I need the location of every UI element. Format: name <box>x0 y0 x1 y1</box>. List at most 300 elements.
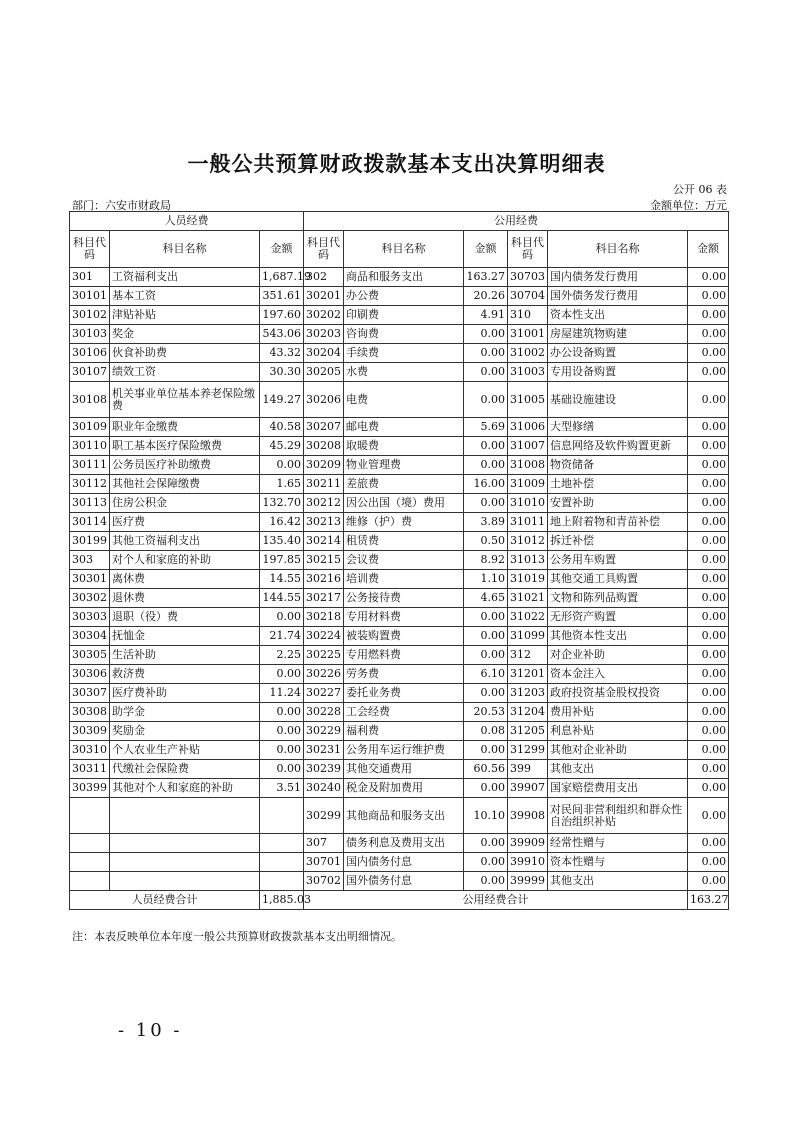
amount: 45.29 <box>260 437 304 456</box>
table-row <box>70 834 729 853</box>
table-row <box>70 437 729 456</box>
amount: 197.60 <box>260 306 304 325</box>
subject-code: 30299 <box>304 798 344 834</box>
table-row <box>70 268 729 287</box>
amount: 144.55 <box>260 589 304 608</box>
subject-name: 安置补助 <box>548 494 688 513</box>
subject-code: 39910 <box>508 853 548 872</box>
subject-code: 39908 <box>508 798 548 834</box>
subject-name <box>110 798 260 834</box>
subject-name: 办公费 <box>344 287 464 306</box>
amount: 0.00 <box>688 570 729 589</box>
amount: 0.00 <box>688 513 729 532</box>
subject-code: 31007 <box>508 437 548 456</box>
amount: 0.00 <box>260 760 304 779</box>
personnel-total-label: 人员经费合计 <box>70 891 260 910</box>
public-total-label: 公用经费合计 <box>304 891 688 910</box>
amount: 0.00 <box>688 853 729 872</box>
subject-name: 手续费 <box>344 344 464 363</box>
name-header: 科目名称 <box>344 231 464 268</box>
subject-code: 30215 <box>304 551 344 570</box>
subject-name: 助学金 <box>110 703 260 722</box>
amount: 0.00 <box>688 703 729 722</box>
amount: 0.00 <box>260 741 304 760</box>
subject-name: 租赁费 <box>344 532 464 551</box>
table-row <box>70 872 729 891</box>
amount: 0.00 <box>464 853 508 872</box>
subject-code: 30206 <box>304 382 344 418</box>
subject-code: 30217 <box>304 589 344 608</box>
table-row <box>70 513 729 532</box>
subject-code: 30101 <box>70 287 110 306</box>
subject-code: 30205 <box>304 363 344 382</box>
subject-name: 经常性赠与 <box>548 834 688 853</box>
subject-name: 专用燃料费 <box>344 646 464 665</box>
subject-name: 地上附着物和青苗补偿 <box>548 513 688 532</box>
amount: 0.00 <box>688 684 729 703</box>
subject-name: 债务利息及费用支出 <box>344 834 464 853</box>
subject-name: 退职（役）费 <box>110 608 260 627</box>
amount: 0.00 <box>464 344 508 363</box>
amount: 0.00 <box>464 456 508 475</box>
footnote: 注：本表反映单位本年度一般公共预算财政拨款基本支出明细情况。 <box>72 930 402 943</box>
subject-name: 生活补助 <box>110 646 260 665</box>
amount: 0.00 <box>260 665 304 684</box>
amount: 0.00 <box>260 456 304 475</box>
amount: 1,687.19 <box>260 268 304 287</box>
table-row <box>70 456 729 475</box>
subject-code: 31099 <box>508 627 548 646</box>
subject-code: 30211 <box>304 475 344 494</box>
amount: 0.00 <box>464 779 508 798</box>
subject-code: 30109 <box>70 418 110 437</box>
amount: 0.00 <box>464 741 508 760</box>
table-row <box>70 306 729 325</box>
subject-code: 30202 <box>304 306 344 325</box>
subject-code <box>70 853 110 872</box>
subject-code: 30309 <box>70 722 110 741</box>
amount: 0.00 <box>464 608 508 627</box>
subject-code: 30231 <box>304 741 344 760</box>
subject-code: 31205 <box>508 722 548 741</box>
amount: 4.91 <box>464 306 508 325</box>
subject-code: 30201 <box>304 287 344 306</box>
group-header-row <box>70 212 729 231</box>
subject-code: 30204 <box>304 344 344 363</box>
subject-code: 30306 <box>70 665 110 684</box>
subject-name: 其他资本性支出 <box>548 627 688 646</box>
personnel-group-header: 人员经费 <box>70 212 304 231</box>
subject-code: 30704 <box>508 287 548 306</box>
subject-name: 物业管理费 <box>344 456 464 475</box>
subject-code: 31013 <box>508 551 548 570</box>
amount: 0.00 <box>464 325 508 344</box>
amount: 20.26 <box>464 287 508 306</box>
subject-name: 个人农业生产补贴 <box>110 741 260 760</box>
subject-code: 31009 <box>508 475 548 494</box>
subject-code: 30304 <box>70 627 110 646</box>
subject-name: 退休费 <box>110 589 260 608</box>
table-row <box>70 627 729 646</box>
amount: 16.00 <box>464 475 508 494</box>
subject-name: 大型修缮 <box>548 418 688 437</box>
name-header: 科目名称 <box>110 231 260 268</box>
amount: 0.00 <box>688 456 729 475</box>
subject-code: 31005 <box>508 382 548 418</box>
subject-name: 救济费 <box>110 665 260 684</box>
subject-name: 办公设备购置 <box>548 344 688 363</box>
subject-name: 其他对个人和家庭的补助 <box>110 779 260 798</box>
subject-code: 30308 <box>70 703 110 722</box>
amount: 20.53 <box>464 703 508 722</box>
amount <box>260 834 304 853</box>
amount <box>260 798 304 834</box>
table-row <box>70 779 729 798</box>
subject-code: 30227 <box>304 684 344 703</box>
amount: 0.00 <box>464 872 508 891</box>
amount-unit-label: 金额单位：万元 <box>650 199 727 212</box>
subject-code <box>70 798 110 834</box>
amount: 21.74 <box>260 627 304 646</box>
subject-code: 30229 <box>304 722 344 741</box>
subject-name: 医疗费 <box>110 513 260 532</box>
subject-code: 31022 <box>508 608 548 627</box>
table-row <box>70 418 729 437</box>
amount: 3.89 <box>464 513 508 532</box>
subject-code: 30311 <box>70 760 110 779</box>
subject-code: 310 <box>508 306 548 325</box>
name-header: 科目名称 <box>548 231 688 268</box>
subject-code: 30216 <box>304 570 344 589</box>
table-row <box>70 344 729 363</box>
amount: 0.00 <box>688 532 729 551</box>
subject-name: 绩效工资 <box>110 363 260 382</box>
subject-code: 30113 <box>70 494 110 513</box>
subject-name: 其他对企业补助 <box>548 741 688 760</box>
subject-code: 31299 <box>508 741 548 760</box>
subject-name: 物资储备 <box>548 456 688 475</box>
amount: 0.00 <box>464 437 508 456</box>
subject-code: 30107 <box>70 363 110 382</box>
subject-code: 30228 <box>304 703 344 722</box>
subject-name: 资本性支出 <box>548 306 688 325</box>
subject-name: 津贴补贴 <box>110 306 260 325</box>
amount: 0.00 <box>464 494 508 513</box>
subject-code: 30203 <box>304 325 344 344</box>
subject-code: 30112 <box>70 475 110 494</box>
subject-name: 其他商品和服务支出 <box>344 798 464 834</box>
amount: 0.00 <box>688 325 729 344</box>
amount: 197.85 <box>260 551 304 570</box>
subject-code: 30208 <box>304 437 344 456</box>
subject-code: 39999 <box>508 872 548 891</box>
table-row <box>70 665 729 684</box>
amount: 0.00 <box>688 872 729 891</box>
subject-name: 税金及附加费用 <box>344 779 464 798</box>
amount: 0.00 <box>464 646 508 665</box>
subject-name: 专用材料费 <box>344 608 464 627</box>
subject-name: 国外债务付息 <box>344 872 464 891</box>
amount: 0.00 <box>464 363 508 382</box>
subject-code: 31204 <box>508 703 548 722</box>
amount: 43.32 <box>260 344 304 363</box>
subject-name: 专用设备购置 <box>548 363 688 382</box>
subject-code: 31203 <box>508 684 548 703</box>
table-row <box>70 646 729 665</box>
subject-name: 土地补偿 <box>548 475 688 494</box>
subject-code: 30399 <box>70 779 110 798</box>
subject-name: 国外债务发行费用 <box>548 287 688 306</box>
subject-name: 电费 <box>344 382 464 418</box>
amount: 149.27 <box>260 382 304 418</box>
amount: 10.10 <box>464 798 508 834</box>
subject-name: 咨询费 <box>344 325 464 344</box>
amount: 0.08 <box>464 722 508 741</box>
subject-name: 国家赔偿费用支出 <box>548 779 688 798</box>
table-row <box>70 741 729 760</box>
subject-name: 无形资产购置 <box>548 608 688 627</box>
amount: 0.00 <box>688 363 729 382</box>
subject-code: 30106 <box>70 344 110 363</box>
amount: 0.00 <box>688 344 729 363</box>
subject-name: 利息补贴 <box>548 722 688 741</box>
code-header: 科目代码 <box>508 231 548 268</box>
table-row <box>70 475 729 494</box>
subject-name <box>110 834 260 853</box>
amount: 0.00 <box>688 665 729 684</box>
subject-name: 印刷费 <box>344 306 464 325</box>
subject-code: 30703 <box>508 268 548 287</box>
amount-header: 金额 <box>688 231 729 268</box>
subject-code: 30701 <box>304 853 344 872</box>
subject-name: 离休费 <box>110 570 260 589</box>
amount: 1.65 <box>260 475 304 494</box>
amount: 0.00 <box>688 798 729 834</box>
subject-name: 公务接待费 <box>344 589 464 608</box>
subject-name: 被装购置费 <box>344 627 464 646</box>
amount: 0.50 <box>464 532 508 551</box>
subject-name: 公务用车运行维护费 <box>344 741 464 760</box>
amount: 163.27 <box>464 268 508 287</box>
table-row <box>70 325 729 344</box>
amount: 5.69 <box>464 418 508 437</box>
amount: 40.58 <box>260 418 304 437</box>
amount: 0.00 <box>688 779 729 798</box>
subject-name: 抚恤金 <box>110 627 260 646</box>
amount: 0.00 <box>688 268 729 287</box>
amount: 0.00 <box>688 741 729 760</box>
subject-code: 30301 <box>70 570 110 589</box>
subject-name: 水费 <box>344 363 464 382</box>
table-row <box>70 589 729 608</box>
subject-name: 奖金 <box>110 325 260 344</box>
amount-header: 金额 <box>464 231 508 268</box>
subject-code: 302 <box>304 268 344 287</box>
subject-name: 国内债务付息 <box>344 853 464 872</box>
subject-code: 30303 <box>70 608 110 627</box>
subject-code: 30225 <box>304 646 344 665</box>
subject-code: 30307 <box>70 684 110 703</box>
subject-name: 会议费 <box>344 551 464 570</box>
subject-name: 机关事业单位基本养老保险缴费 <box>110 382 260 418</box>
subject-code: 30108 <box>70 382 110 418</box>
subject-name <box>110 853 260 872</box>
form-number: 公开 06 表 <box>673 183 727 196</box>
subject-name: 公务用车购置 <box>548 551 688 570</box>
subject-name: 文物和陈列品购置 <box>548 589 688 608</box>
subject-name: 取暖费 <box>344 437 464 456</box>
subject-code: 30218 <box>304 608 344 627</box>
table-row <box>70 363 729 382</box>
subject-name: 职工基本医疗保险缴费 <box>110 437 260 456</box>
table-row <box>70 798 729 834</box>
amount: 0.00 <box>688 494 729 513</box>
table-row <box>70 551 729 570</box>
amount: 4.65 <box>464 589 508 608</box>
subject-name: 对个人和家庭的补助 <box>110 551 260 570</box>
subject-name: 对民间非营利组织和群众性自治组织补贴 <box>548 798 688 834</box>
subject-code: 31021 <box>508 589 548 608</box>
subject-name: 其他工资福利支出 <box>110 532 260 551</box>
amount: 14.55 <box>260 570 304 589</box>
subject-code: 303 <box>70 551 110 570</box>
amount: 0.00 <box>260 608 304 627</box>
subject-name: 拆迁补偿 <box>548 532 688 551</box>
amount: 0.00 <box>688 834 729 853</box>
amount: 0.00 <box>688 306 729 325</box>
amount: 0.00 <box>464 684 508 703</box>
amount: 0.00 <box>688 608 729 627</box>
subject-code: 31201 <box>508 665 548 684</box>
subject-name: 对企业补助 <box>548 646 688 665</box>
amount: 351.61 <box>260 287 304 306</box>
subject-name: 奖励金 <box>110 722 260 741</box>
amount-header: 金额 <box>260 231 304 268</box>
subject-code: 31011 <box>508 513 548 532</box>
table-row <box>70 760 729 779</box>
subject-code: 31001 <box>508 325 548 344</box>
subject-name: 邮电费 <box>344 418 464 437</box>
subject-name: 医疗费补助 <box>110 684 260 703</box>
subject-code: 31010 <box>508 494 548 513</box>
subject-name: 其他交通费用 <box>344 760 464 779</box>
subject-code: 30305 <box>70 646 110 665</box>
subject-code: 30110 <box>70 437 110 456</box>
amount: 0.00 <box>688 627 729 646</box>
amount: 1.10 <box>464 570 508 589</box>
subject-code: 39907 <box>508 779 548 798</box>
subject-name: 因公出国（境）费用 <box>344 494 464 513</box>
subject-code <box>70 872 110 891</box>
amount: 16.42 <box>260 513 304 532</box>
subject-code: 30103 <box>70 325 110 344</box>
subject-name: 其他社会保障缴费 <box>110 475 260 494</box>
code-header: 科目代码 <box>70 231 110 268</box>
amount <box>260 853 304 872</box>
subject-name: 劳务费 <box>344 665 464 684</box>
subject-code: 30240 <box>304 779 344 798</box>
subject-code: 307 <box>304 834 344 853</box>
subject-name: 维修（护）费 <box>344 513 464 532</box>
amount: 0.00 <box>688 589 729 608</box>
amount: 0.00 <box>688 418 729 437</box>
table-row <box>70 853 729 872</box>
table-row <box>70 382 729 418</box>
amount: 0.00 <box>688 760 729 779</box>
subject-name: 资本性赠与 <box>548 853 688 872</box>
subject-code: 30114 <box>70 513 110 532</box>
amount: 0.00 <box>688 287 729 306</box>
subject-code: 30213 <box>304 513 344 532</box>
totals-row <box>70 891 729 910</box>
subject-code: 31006 <box>508 418 548 437</box>
subject-code: 31019 <box>508 570 548 589</box>
subject-name: 商品和服务支出 <box>344 268 464 287</box>
amount: 0.00 <box>688 646 729 665</box>
public-group-header: 公用经费 <box>304 212 729 231</box>
subject-name: 基础设施建设 <box>548 382 688 418</box>
subject-code: 30702 <box>304 872 344 891</box>
subject-name: 基本工资 <box>110 287 260 306</box>
amount: 0.00 <box>260 722 304 741</box>
subject-name: 工资福利支出 <box>110 268 260 287</box>
table-row <box>70 494 729 513</box>
amount: 135.40 <box>260 532 304 551</box>
subject-name: 其他交通工具购置 <box>548 570 688 589</box>
subject-code: 30209 <box>304 456 344 475</box>
subject-name: 国内债务发行费用 <box>548 268 688 287</box>
subject-name: 工会经费 <box>344 703 464 722</box>
subject-code: 30207 <box>304 418 344 437</box>
page-number: - 10 - <box>118 1020 183 1041</box>
subject-code: 30302 <box>70 589 110 608</box>
subject-code <box>70 834 110 853</box>
amount: 0.00 <box>688 437 729 456</box>
amount: 0.00 <box>260 703 304 722</box>
subject-code: 31002 <box>508 344 548 363</box>
amount: 0.00 <box>464 382 508 418</box>
table-row <box>70 722 729 741</box>
table-row <box>70 608 729 627</box>
amount: 3.51 <box>260 779 304 798</box>
amount: 30.30 <box>260 363 304 382</box>
table-row <box>70 532 729 551</box>
page-title: 一般公共预算财政拨款基本支出决算明细表 <box>187 152 606 176</box>
subject-code: 30310 <box>70 741 110 760</box>
subject-code: 31008 <box>508 456 548 475</box>
subject-name: 委托业务费 <box>344 684 464 703</box>
subject-code: 30102 <box>70 306 110 325</box>
amount <box>260 872 304 891</box>
table-row <box>70 287 729 306</box>
personnel-total-amount: 1,885.03 <box>260 891 304 910</box>
subject-code: 30111 <box>70 456 110 475</box>
amount: 0.00 <box>464 627 508 646</box>
subject-name: 职业年金缴费 <box>110 418 260 437</box>
amount: 0.00 <box>688 551 729 570</box>
subject-name: 代缴社会保险费 <box>110 760 260 779</box>
subject-code: 30239 <box>304 760 344 779</box>
amount: 6.10 <box>464 665 508 684</box>
subject-name: 信息网络及软件购置更新 <box>548 437 688 456</box>
subject-name: 公务员医疗补助缴费 <box>110 456 260 475</box>
subject-code: 399 <box>508 760 548 779</box>
subject-name <box>110 872 260 891</box>
subject-name: 培训费 <box>344 570 464 589</box>
amount: 0.00 <box>688 722 729 741</box>
table-row <box>70 684 729 703</box>
subject-name: 差旅费 <box>344 475 464 494</box>
